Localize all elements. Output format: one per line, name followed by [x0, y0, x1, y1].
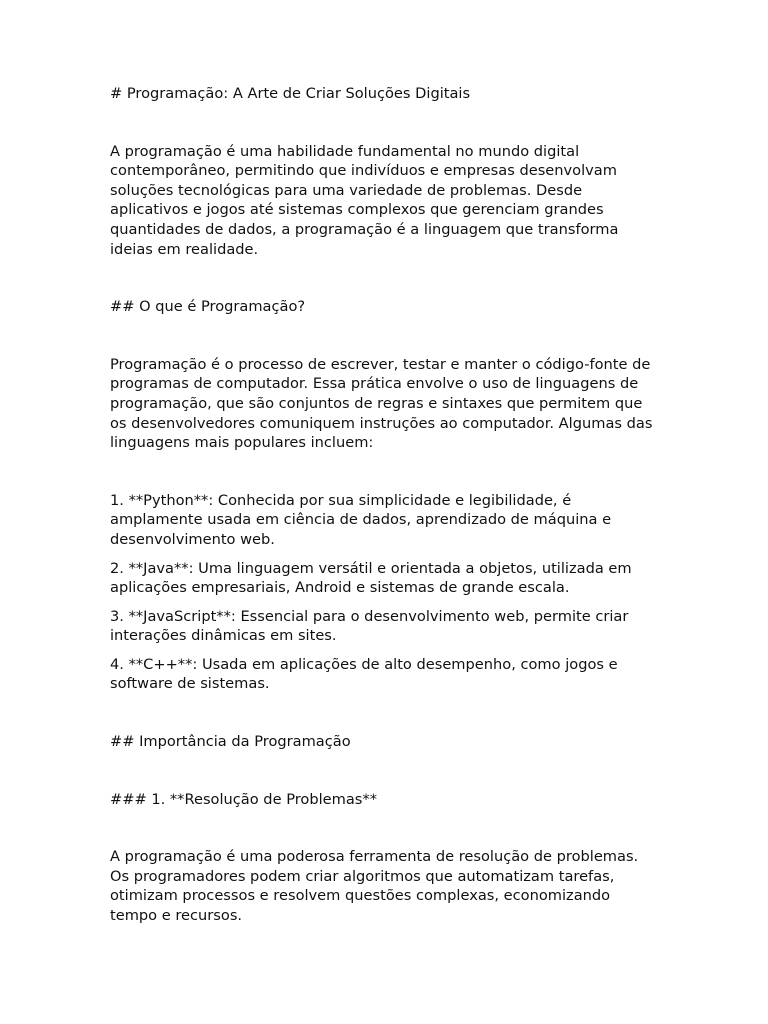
section-body-what-is: Programação é o processo de escrever, testar e manter o código-fonte de programas de computador. Essa prática envolve o uso de linguagens de programação, que são conjuntos de regras e sintaxes que permitem que os desenvolvedores comuniquem instruções ao computador. Algumas das linguagens mais populares incluem:: [110, 355, 653, 452]
section-heading-what-is: ## O que é Programação?: [110, 298, 306, 316]
section-heading-importance: ## Importância da Programação: [110, 733, 351, 751]
intro-paragraph: A programação é uma habilidade fundamental no mundo digital contemporâneo, permitindo que indivíduos e empresas desenvolvam soluções tecnológicas para uma variedade de problemas. Desde aplicativos e jogos até sistemas complexos que gerenciam grandes quantidades de dados, a programação é a linguagem que transforma ideias em realidade.: [110, 142, 619, 258]
subsection-heading-problem-solving: ### 1. **Resolução de Problemas**: [110, 790, 377, 808]
document-content: [110, 84, 655, 926]
document-title: # Programação: A Arte de Criar Soluções Digitais: [110, 85, 471, 102]
list-item: 3. **JavaScript**: Essencial para o desenvolvimento web, permite criar interações dinâmicas em sites.: [110, 607, 629, 645]
list-item: 1. **Python**: Conhecida por sua simplicidade e legibilidade, é amplamente usada em ciência de dados, aprendizado de máquina e desenvolvimento web.: [110, 491, 612, 548]
list-item: 2. **Java**: Uma linguagem versátil e orientada a objetos, utilizada em aplicações empresariais, Android e sistemas de grande escala.: [110, 559, 632, 597]
list-item: 4. **C++**: Usada em aplicações de alto desempenho, como jogos e software de sistemas.: [110, 655, 618, 693]
subsection-body-problem-solving: A programação é uma poderosa ferramenta de resolução de problemas. Os programadores podem criar algoritmos que automatizam tarefas, otimizam processos e resolvem questões complexas, economizando tempo e recursos.: [110, 848, 639, 925]
